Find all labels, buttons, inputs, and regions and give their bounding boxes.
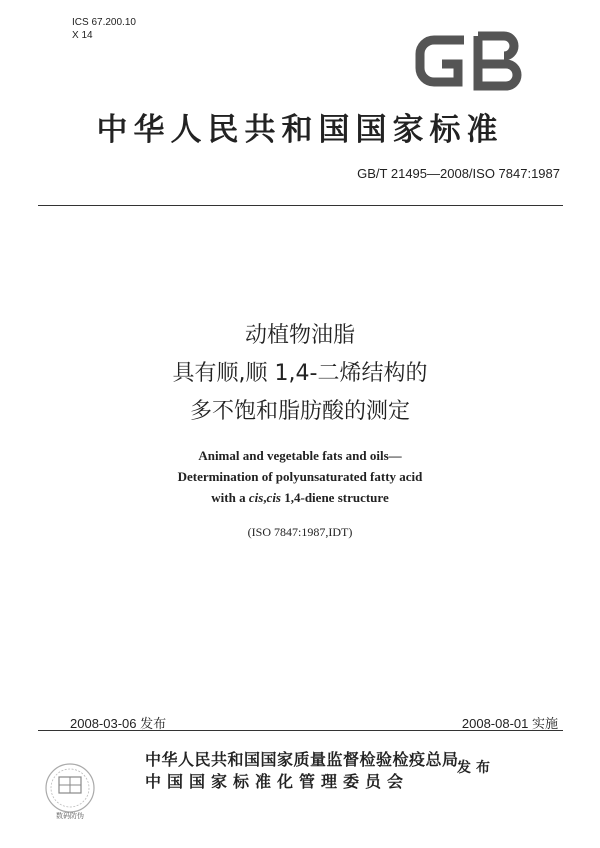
ics-code: ICS 67.200.10	[72, 17, 136, 28]
classification-codes	[72, 16, 136, 42]
seal-label: 数码防伪	[56, 812, 84, 820]
cis-term: cis	[248, 490, 264, 505]
standard-number: GB/T 21495—2008/ISO 7847:1987	[357, 166, 560, 181]
issuer-line-2: 中国国家标准化管理委员会	[145, 772, 410, 791]
bottom-divider	[38, 730, 563, 731]
top-divider	[38, 205, 563, 206]
implementation-date: 2008-08-01 实施	[461, 716, 558, 731]
cis-separator: ,	[263, 490, 267, 505]
iso-equivalence: (ISO 7847:1987,IDT)	[247, 525, 353, 539]
issue-date: 2008-03-06 发布	[70, 716, 167, 731]
english-title-line-1: Animal and vegetable fats and oils—	[198, 448, 402, 463]
cis-term: cis	[266, 490, 281, 505]
chinese-title-line-1: 动植物油脂	[244, 323, 355, 348]
english-title-line-3-suffix: 1,4-diene structure	[281, 490, 389, 505]
english-title-line-3	[0, 490, 600, 506]
chinese-title-line-3: 多不饱和脂肪酸的测定	[189, 399, 410, 424]
chinese-title-line-2: 具有顺,顺 1,4-二烯结构的	[172, 361, 428, 386]
english-title-line-2: Determination of polyunsaturated fatty acid	[177, 469, 423, 484]
english-title-line-3-prefix: with a	[211, 490, 249, 505]
ccs-code: X 14	[72, 30, 93, 41]
gb-logo-icon	[412, 26, 530, 96]
publish-label: 发布	[457, 760, 495, 776]
issuer-line-1: 中华人民共和国国家质量监督检验检疫总局	[145, 750, 459, 769]
anti-counterfeit-seal-icon	[40, 760, 100, 820]
standard-title: 中华人民共和国国家标准	[96, 112, 504, 148]
